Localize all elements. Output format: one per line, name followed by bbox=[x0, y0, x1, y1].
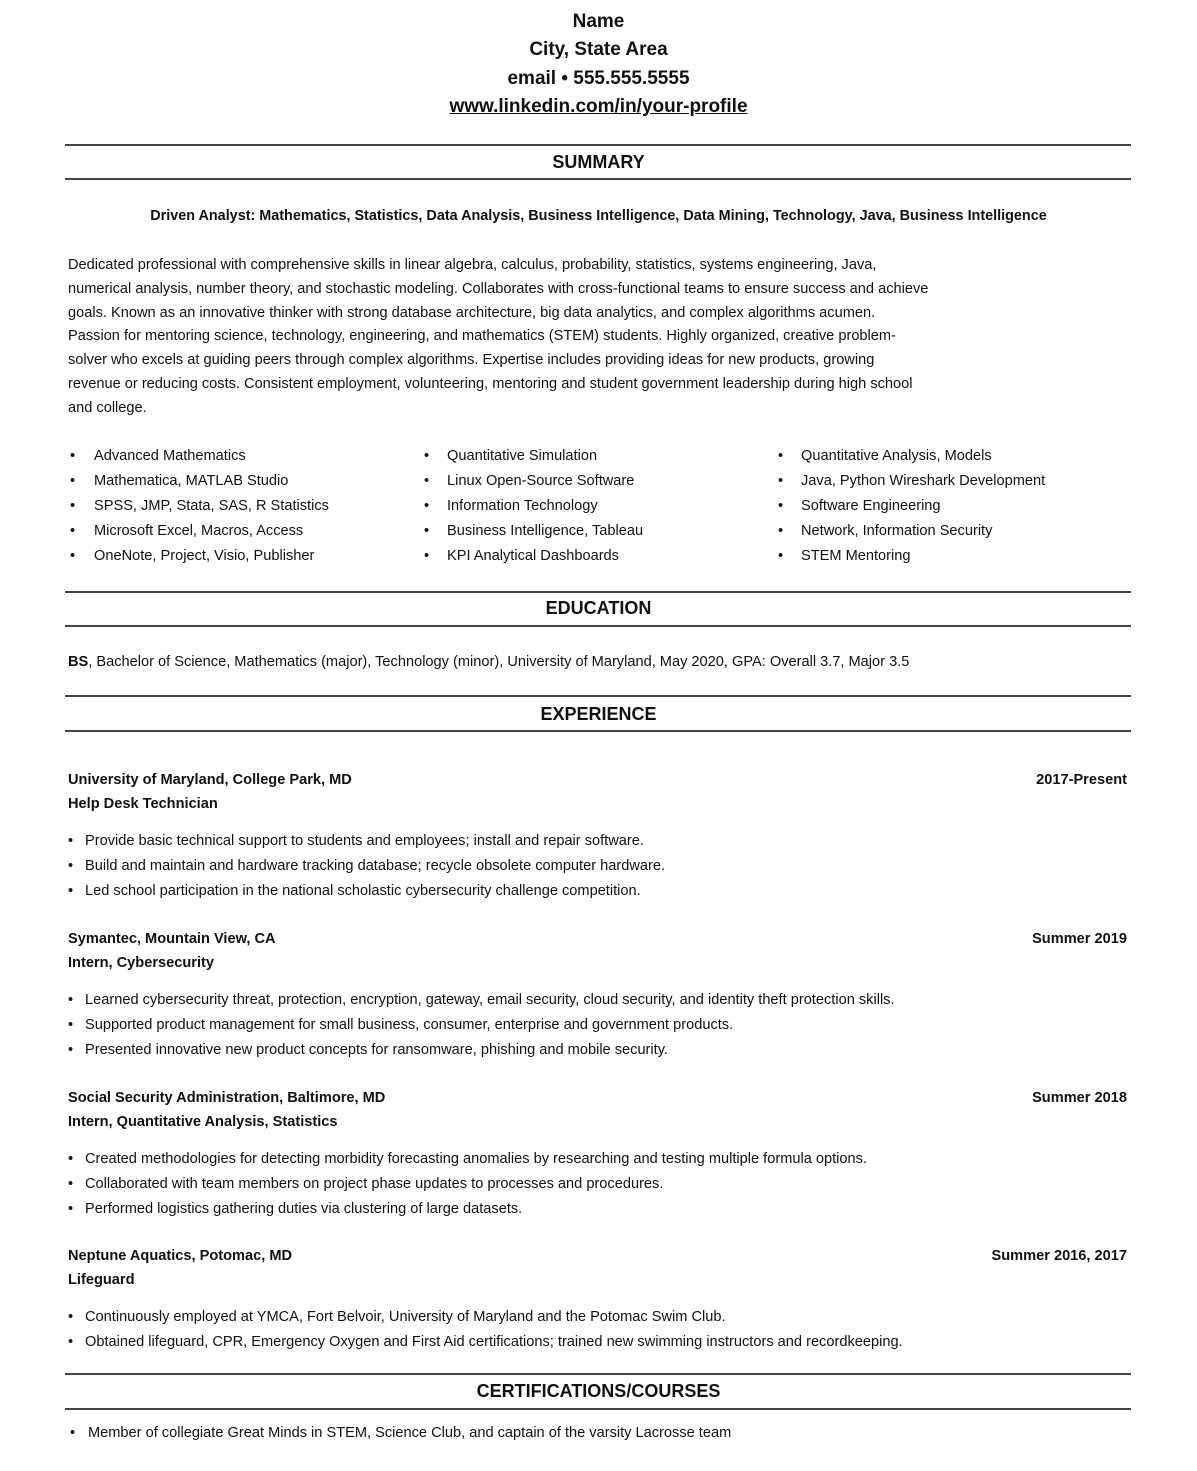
bullet-icon: • bbox=[70, 548, 76, 564]
skill-item: Software Engineering bbox=[801, 498, 941, 514]
bullet-icon: • bbox=[424, 548, 430, 564]
bullet-icon: • bbox=[778, 498, 784, 514]
bullet-icon: • bbox=[778, 523, 784, 539]
skill-item: Quantitative Analysis, Models bbox=[801, 448, 992, 464]
bullet-icon: • bbox=[68, 992, 74, 1008]
divider bbox=[65, 730, 1131, 732]
job-bullet: Supported product management for small business, consumer, enterprise and government products. bbox=[85, 1017, 734, 1033]
skill-item: Linux Open-Source Software bbox=[447, 473, 635, 489]
job-title: Lifeguard bbox=[68, 1272, 135, 1288]
certification-item: Member of collegiate Great Minds in STEM, Science Club, and captain of the varsity Lacrosse team bbox=[88, 1425, 732, 1441]
divider bbox=[65, 591, 1131, 593]
job-bullet: Presented innovative new product concepts for ransomware, phishing and mobile security. bbox=[85, 1042, 668, 1058]
degree: BS bbox=[68, 654, 89, 670]
job-bullet: Performed logistics gathering duties via clustering of large datasets. bbox=[85, 1201, 523, 1217]
skill-item: SPSS, JMP, Stata, SAS, R Statistics bbox=[94, 498, 329, 514]
bullet-icon: • bbox=[68, 1151, 74, 1167]
job-date: Summer 2018 bbox=[1032, 1090, 1127, 1106]
skill-item: Business Intelligence, Tableau bbox=[447, 523, 644, 539]
summary-line: Passion for mentoring science, technology, engineering, and mathematics (STEM) students. Highly organized, creative problem- bbox=[68, 328, 896, 345]
skill-item: Mathematica, MATLAB Studio bbox=[94, 473, 289, 489]
divider bbox=[65, 1373, 1131, 1375]
skill-item: KPI Analytical Dashboards bbox=[447, 548, 619, 564]
bullet-icon: • bbox=[424, 473, 430, 489]
bullet-icon: • bbox=[424, 498, 430, 514]
job-bullet: Created methodologies for detecting morbidity forecasting anomalies by researching and testing multiple formula options. bbox=[85, 1151, 867, 1167]
divider bbox=[65, 1408, 1131, 1410]
job-date: 2017-Present bbox=[1036, 772, 1127, 788]
job-organization: Neptune Aquatics, Potomac, MD bbox=[68, 1248, 293, 1264]
skill-item: Advanced Mathematics bbox=[94, 448, 246, 464]
summary-heading: SUMMARY bbox=[552, 152, 645, 172]
job-bullet: Obtained lifeguard, CPR, Emergency Oxygen and First Aid certifications; trained new swimming instructors and recordkeeping. bbox=[85, 1334, 903, 1350]
education-heading: EDUCATION bbox=[545, 598, 652, 618]
bullet-icon: • bbox=[68, 1309, 74, 1325]
job-bullet: Provide basic technical support to students and employees; install and repair software. bbox=[85, 833, 644, 849]
bullet-icon: • bbox=[70, 448, 76, 464]
job-title: Help Desk Technician bbox=[68, 796, 218, 812]
divider bbox=[65, 625, 1131, 627]
skill-item: Network, Information Security bbox=[801, 523, 993, 539]
job-organization: University of Maryland, College Park, MD bbox=[68, 772, 352, 788]
bullet-icon: • bbox=[70, 498, 76, 514]
bullet-icon: • bbox=[68, 1017, 74, 1033]
bullet-icon: • bbox=[68, 1176, 74, 1192]
skill-item: STEM Mentoring bbox=[801, 548, 911, 564]
bullet-icon: • bbox=[70, 1425, 76, 1441]
bullet-icon: • bbox=[68, 858, 74, 874]
skill-item: Quantitative Simulation bbox=[447, 448, 598, 464]
candidate-contact: email • 555.555.5555 bbox=[507, 68, 690, 89]
skill-item: Information Technology bbox=[447, 498, 598, 514]
bullet-icon: • bbox=[68, 833, 74, 849]
skill-item: Java, Python Wireshark Development bbox=[801, 473, 1046, 489]
bullet-icon: • bbox=[778, 448, 784, 464]
summary-line: goals. Known as an innovative thinker with strong database architecture, big data analytics, and complex algorithms acumen. bbox=[68, 304, 876, 321]
skill-item: OneNote, Project, Visio, Publisher bbox=[94, 548, 315, 564]
job-bullet: Led school participation in the national scholastic cybersecurity challenge competition. bbox=[85, 883, 641, 899]
experience-heading: EXPERIENCE bbox=[540, 704, 657, 724]
job-bullet: Learned cybersecurity threat, protection, encryption, gateway, email security, cloud security, and identity theft protection skills. bbox=[85, 992, 895, 1008]
summary-line: Dedicated professional with comprehensive skills in linear algebra, calculus, probability, statistics, systems engineering, Java, bbox=[68, 257, 877, 273]
summary-line: numerical analysis, number theory, and stochastic modeling. Collaborates with cross-functional teams to ensure success and achieve bbox=[68, 280, 929, 297]
summary-line: solver who excels at guiding peers through complex algorithms. Expertise includes providing ideas for new products, growing bbox=[68, 352, 875, 369]
job-bullet: Continuously employed at YMCA, Fort Belvoir, University of Maryland and the Potomac Swim Club. bbox=[85, 1309, 726, 1325]
bullet-icon: • bbox=[70, 523, 76, 539]
job-title: Intern, Cybersecurity bbox=[68, 955, 214, 971]
candidate-name: Name bbox=[572, 11, 625, 32]
candidate-location: City, State Area bbox=[529, 39, 668, 60]
bullet-icon: • bbox=[68, 1201, 74, 1217]
bullet-icon: • bbox=[70, 473, 76, 489]
bullet-icon: • bbox=[68, 1334, 74, 1350]
job-organization: Social Security Administration, Baltimore, MD bbox=[68, 1090, 386, 1106]
job-date: Summer 2019 bbox=[1032, 931, 1127, 947]
job-organization: Symantec, Mountain View, CA bbox=[68, 931, 276, 947]
bullet-icon: • bbox=[778, 548, 784, 564]
bullet-icon: • bbox=[68, 883, 74, 899]
job-bullet: Collaborated with team members on project phase updates to processes and procedures. bbox=[85, 1176, 664, 1192]
summary-line: revenue or reducing costs. Consistent employment, volunteering, mentoring and student government leadership during high school bbox=[68, 376, 913, 392]
summary-line: and college. bbox=[68, 399, 147, 416]
skill-item: Microsoft Excel, Macros, Access bbox=[94, 523, 304, 539]
bullet-icon: • bbox=[778, 473, 784, 489]
bullet-icon: • bbox=[424, 448, 430, 464]
summary-tagline: Driven Analyst: Mathematics, Statistics, Data Analysis, Business Intelligence, Data Mining, Technology, Java, Business Intelligence bbox=[150, 208, 1047, 224]
divider bbox=[65, 695, 1131, 697]
bullet-icon: • bbox=[68, 1042, 74, 1058]
bullet-icon: • bbox=[424, 523, 430, 539]
divider bbox=[65, 144, 1131, 146]
certifications-heading: CERTIFICATIONS/COURSES bbox=[476, 1381, 721, 1401]
education-entry bbox=[68, 652, 909, 672]
job-bullet: Build and maintain and hardware tracking database; recycle obsolete computer hardware. bbox=[85, 858, 666, 874]
linkedin-link[interactable]: www.linkedin.com/in/your-profile bbox=[449, 96, 748, 117]
divider bbox=[65, 178, 1131, 180]
degree-detail: , Bachelor of Science, Mathematics (major), Technology (minor), University of Maryland, May 2020, GPA: Overall 3.7, Major 3.5 bbox=[88, 654, 910, 670]
job-title: Intern, Quantitative Analysis, Statistics bbox=[68, 1114, 338, 1130]
job-date: Summer 2016, 2017 bbox=[991, 1248, 1127, 1264]
